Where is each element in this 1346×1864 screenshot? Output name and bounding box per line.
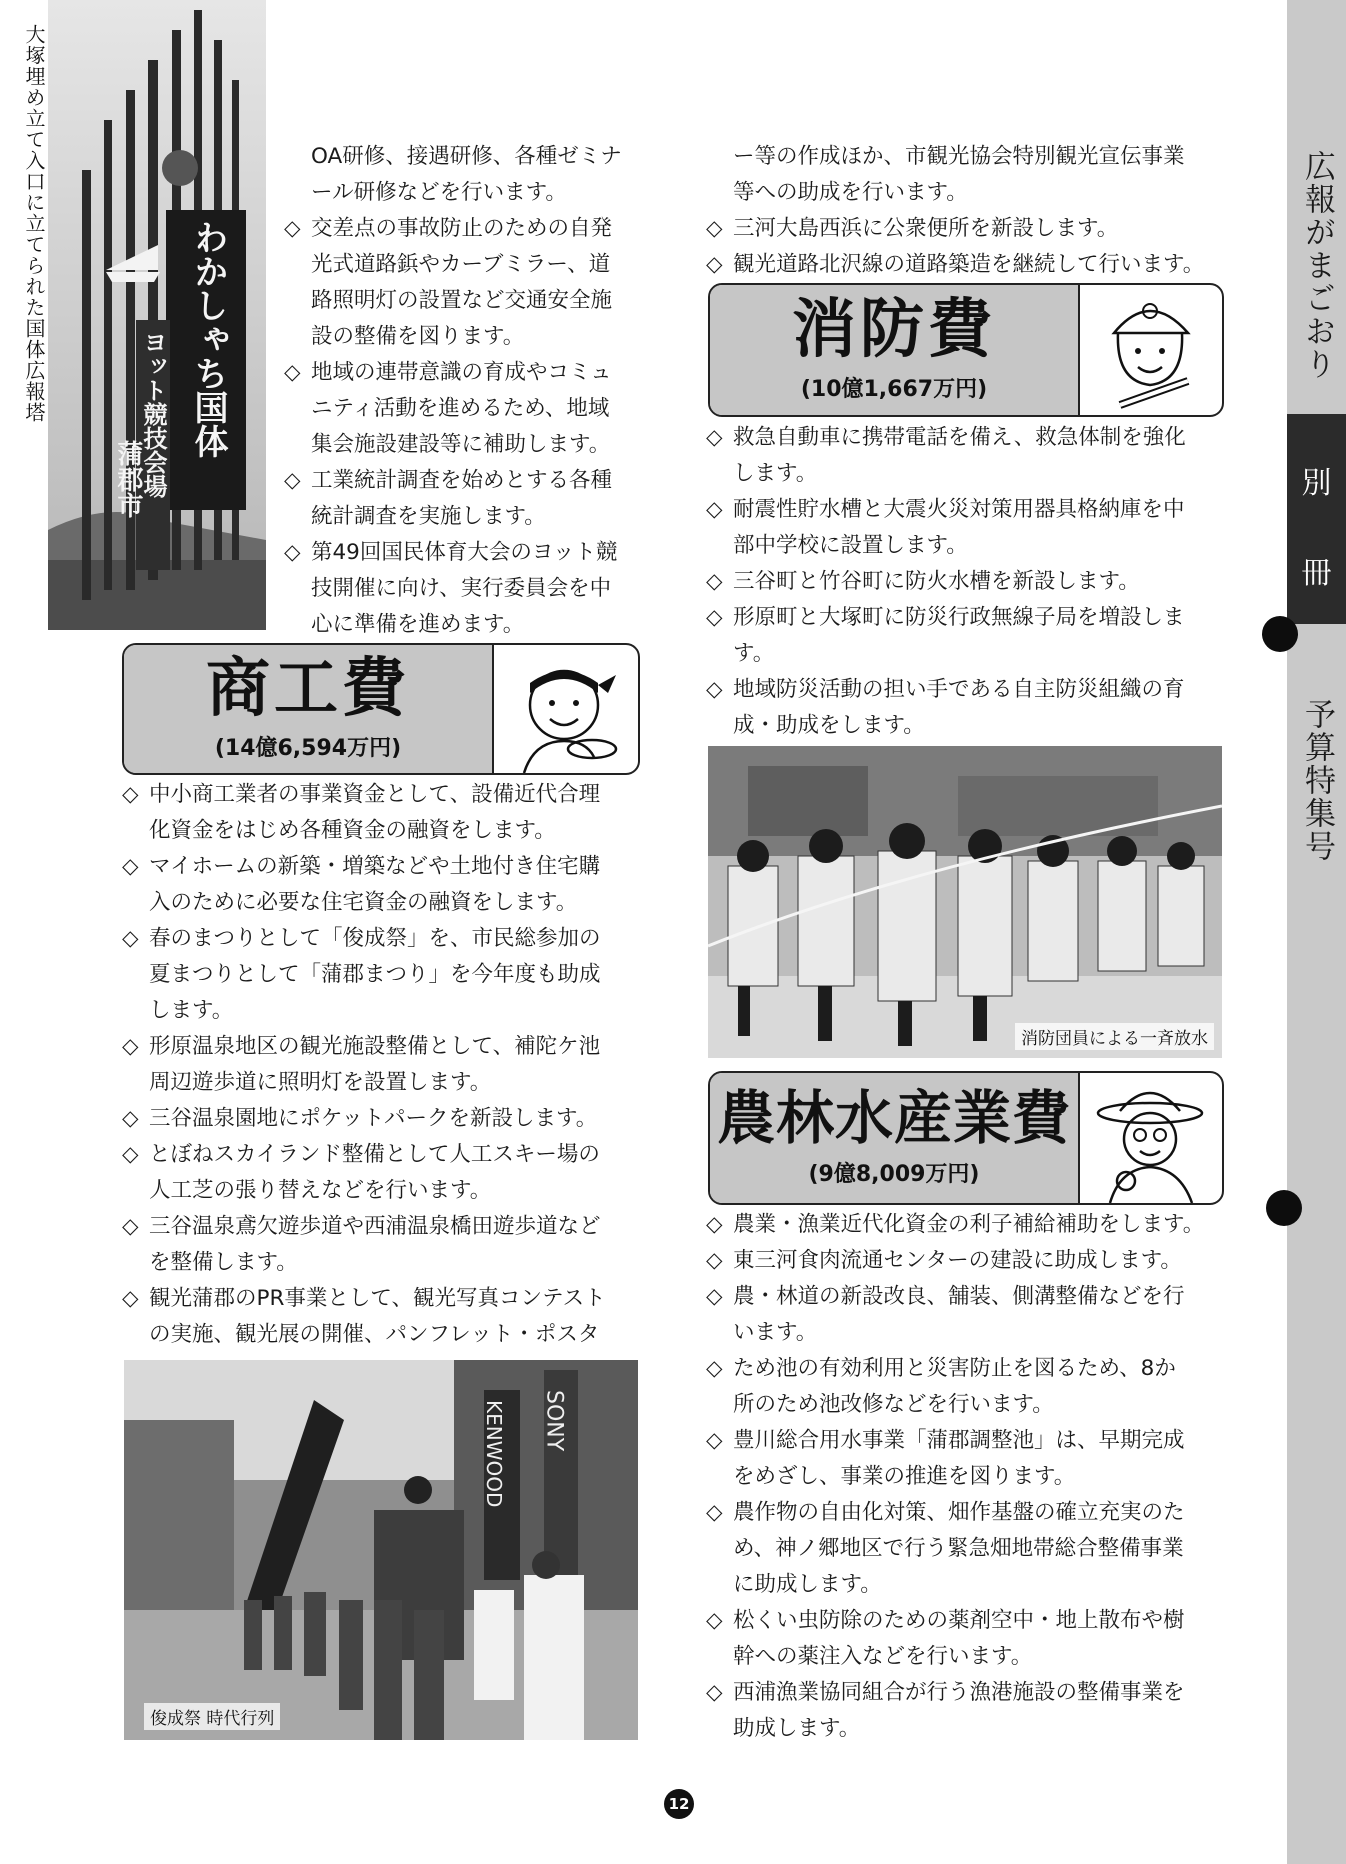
list-item-text: 形原温泉地区の観光施設整備として、補陀ケ池 [149, 1034, 601, 1059]
bullet-diamond-icon: ◇ [706, 1500, 723, 1525]
list-item-text: ー等の作成ほか、市観光協会特別観光宣伝事業 [733, 144, 1185, 169]
list-item-text: 工業統計調査を始めとする各種 [311, 468, 613, 493]
bullet-diamond-icon: ◇ [706, 1608, 723, 1633]
list-item-continuation: め、神ノ郷地区で行う緊急畑地帯総合整備事業 [733, 1536, 1184, 1561]
section-title-cell [710, 285, 1080, 415]
bullet-diamond-icon: ◇ [122, 926, 139, 951]
list-item [284, 139, 644, 175]
col1-bottom-text [122, 777, 642, 1353]
bullet-diamond-icon: ◇ [122, 1286, 139, 1311]
binding-hole-icon [1266, 1190, 1302, 1226]
side-tab-special-issue: 予算特集号 [1299, 698, 1335, 863]
col2-bottom-text [706, 1207, 1246, 1747]
list-item-continuation: す。 [733, 641, 775, 666]
photo-fire-drill [708, 746, 1222, 1058]
list-item-text: 豊川総合用水事業「蒲郡調整池」は、早期完成 [733, 1428, 1185, 1453]
section-header-shobo [708, 283, 1224, 417]
bullet-diamond-icon: ◇ [122, 854, 139, 879]
list-item [706, 1495, 1246, 1531]
list-item [122, 777, 642, 813]
bullet-diamond-icon: ◇ [122, 1142, 139, 1167]
list-item-continuation: 所のため池改修などを行います。 [733, 1392, 1054, 1417]
list-item [706, 672, 1246, 708]
bullet-diamond-icon: ◇ [706, 569, 723, 594]
bullet-diamond-icon: ◇ [284, 468, 301, 493]
list-item [706, 1351, 1246, 1387]
list-item-text: 救急自動車に携帯電話を備え、救急体制を強化 [733, 425, 1186, 450]
tower-sign-city: 蒲郡市 [113, 440, 143, 518]
bullet-diamond-icon: ◇ [706, 1680, 723, 1705]
col2-top-text [706, 139, 1246, 283]
bullet-diamond-icon: ◇ [706, 425, 723, 450]
tower-sign-main: わかしゃち国体 [188, 220, 228, 458]
list-item-text: 第49回国民体育大会のヨット競 [311, 540, 618, 565]
list-item [284, 211, 644, 247]
bullet-diamond-icon: ◇ [706, 216, 723, 241]
list-item [706, 1207, 1246, 1243]
list-item-continuation: 化資金をはじめ各種資金の融資をします。 [149, 818, 556, 843]
list-item-continuation: に助成します。 [733, 1572, 882, 1597]
list-item-continuation: 助成します。 [733, 1716, 861, 1741]
side-tab-separate-volume [1287, 414, 1346, 624]
list-item [706, 1423, 1246, 1459]
list-item-continuation: 入のために必要な住宅資金の融資をします。 [149, 890, 578, 915]
list-item-continuation: を整備します。 [149, 1250, 298, 1275]
list-item-continuation: ニティ活動を進めるため、地域 [311, 396, 610, 421]
section-header-norin [708, 1071, 1224, 1205]
list-item-text: 三谷温泉鳶欠遊歩道や西浦温泉橋田遊歩道など [149, 1214, 601, 1239]
section-title-cell [710, 1073, 1080, 1203]
list-item-text: 観光道路北沢線の道路築造を継続して行います。 [733, 252, 1205, 277]
list-item-text: とぼねスカイランド整備として人工スキー場の [149, 1142, 600, 1167]
bullet-diamond-icon: ◇ [284, 216, 301, 241]
bullet-diamond-icon: ◇ [706, 605, 723, 630]
list-item-continuation: 心に準備を進めます。 [311, 612, 525, 637]
section-amount-shoko: (14億6,594万円) [214, 735, 402, 761]
binding-hole-icon [1262, 616, 1298, 652]
col1-top-text [284, 139, 644, 643]
list-item-text: 交差点の事故防止のための自発 [311, 216, 613, 241]
list-item-continuation: 集会施設建設等に補助します。 [311, 432, 611, 457]
section-title-shoko: 商工費 [206, 651, 410, 726]
list-item [122, 1029, 642, 1065]
list-item-text: OA研修、接遇研修、各種ゼミナ [311, 144, 622, 169]
bullet-diamond-icon: ◇ [122, 1214, 139, 1239]
list-item-continuation: 等への助成を行います。 [733, 180, 968, 205]
list-item-text: 松くい虫防除のための薬剤空中・地上散布や樹 [733, 1608, 1185, 1633]
list-item [706, 492, 1246, 528]
list-item-text: 中小商工業者の事業資金として、設備近代合理 [149, 782, 601, 807]
fire-photo-caption: 消防団員による一斉放水 [1015, 1023, 1214, 1050]
list-item [122, 849, 642, 885]
list-item-text: 西浦漁業協同組合が行う漁港施設の整備事業を [733, 1680, 1185, 1705]
side-tab-satsu: 冊 [1301, 556, 1332, 591]
bullet-diamond-icon: ◇ [706, 252, 723, 277]
festival-sign-sony: SONY [541, 1390, 567, 1452]
list-item-text: 形原町と大塚町に防災行政無線子局を増設しま [733, 605, 1185, 630]
list-item [706, 1243, 1246, 1279]
section-header-shoko [122, 643, 640, 775]
list-item-continuation: 光式道路鋲やカーブミラー、道 [311, 252, 611, 277]
list-item [122, 1209, 642, 1245]
list-item [122, 1137, 642, 1173]
list-item-text: 農作物の自由化対策、畑作基盤の確立充実のた [733, 1500, 1185, 1525]
list-item-continuation: の実施、観光展の開催、パンフレット・ポスタ [149, 1322, 600, 1347]
photo-toshinari-festival [124, 1360, 638, 1740]
list-item [706, 1675, 1246, 1711]
list-item-text: 地域の連帯意識の育成やコミュ [311, 360, 612, 385]
side-tab-title: 広報がまごおり [1299, 150, 1335, 381]
merchant-illustration-icon [494, 645, 638, 773]
list-item-continuation: をめざし、事業の推進を図ります。 [733, 1464, 1076, 1489]
bullet-diamond-icon: ◇ [706, 677, 723, 702]
list-item-continuation: ール研修などを行います。 [311, 180, 567, 205]
list-item-text: 三谷町と竹谷町に防火水槽を新設します。 [733, 569, 1140, 594]
list-item [122, 921, 642, 957]
list-item-continuation: します。 [733, 461, 818, 486]
section-amount-shobo: (10億1,667万円) [800, 376, 988, 402]
section-title-norin: 農林水産業費 [716, 1083, 1071, 1152]
photo-kokutai-tower [48, 0, 266, 630]
festival-photo-caption: 俊成祭 時代行列 [144, 1703, 280, 1730]
tower-sign-sub: ヨット競技会場 [139, 330, 167, 498]
list-item-continuation: 周辺遊歩道に照明灯を設置します。 [149, 1070, 492, 1095]
list-item [706, 564, 1246, 600]
bullet-diamond-icon: ◇ [706, 1248, 723, 1273]
list-item-continuation: 幹への薬注入などを行います。 [733, 1644, 1033, 1669]
bullet-diamond-icon: ◇ [122, 782, 139, 807]
list-item [706, 139, 1246, 175]
list-item-continuation: 成・助成をします。 [733, 713, 925, 738]
side-tab [1287, 0, 1346, 1864]
list-item [706, 1603, 1246, 1639]
list-item-text: ため池の有効利用と災害防止を図るため、8か [733, 1356, 1176, 1381]
list-item-text: 地域防災活動の担い手である自主防災組織の育 [733, 677, 1185, 702]
list-item-text: マイホームの新築・増築などや土地付き住宅購 [149, 854, 601, 879]
list-item-continuation: 設の整備を図ります。 [311, 324, 525, 349]
bullet-diamond-icon: ◇ [706, 497, 723, 522]
page-number: 12 [664, 1789, 694, 1819]
side-tab-betsu: 別 [1301, 466, 1332, 501]
bullet-diamond-icon: ◇ [122, 1106, 139, 1131]
list-item [706, 420, 1246, 456]
bullet-diamond-icon: ◇ [284, 360, 301, 385]
list-item-text: 耐震性貯水槽と大震火災対策用器具格納庫を中 [733, 497, 1185, 522]
bullet-diamond-icon: ◇ [706, 1212, 723, 1237]
list-item [284, 535, 644, 571]
col2-mid-text [706, 420, 1246, 744]
section-title-shobo: 消防費 [792, 292, 996, 367]
firefighter-illustration-icon [1080, 285, 1222, 415]
list-item-text: 三河大島西浜に公衆便所を新設します。 [733, 216, 1119, 241]
list-item [706, 1279, 1246, 1315]
list-item-continuation: 人工芝の張り替えなどを行います。 [149, 1178, 492, 1203]
list-item [284, 355, 644, 391]
list-item-text: 三谷温泉園地にポケットパークを新設します。 [149, 1106, 598, 1131]
list-item-text: 農業・漁業近代化資金の利子補給補助をします。 [733, 1212, 1205, 1237]
list-item [706, 211, 1246, 247]
bullet-diamond-icon: ◇ [284, 540, 301, 565]
list-item [706, 247, 1246, 283]
list-item-text: 春のまつりとして「俊成祭」を、市民総参加の [149, 926, 601, 951]
list-item-text: 東三河食肉流通センターの建設に助成します。 [733, 1248, 1182, 1273]
list-item-continuation: 部中学校に設置します。 [733, 533, 968, 558]
list-item-continuation: 統計調査を実施します。 [311, 504, 546, 529]
list-item-text: 観光蒲郡のPR事業として、観光写真コンテスト [149, 1286, 606, 1311]
bullet-diamond-icon: ◇ [122, 1034, 139, 1059]
section-title-cell [124, 645, 494, 773]
list-item [706, 600, 1246, 636]
bullet-diamond-icon: ◇ [706, 1428, 723, 1453]
list-item [284, 463, 644, 499]
list-item [122, 1281, 642, 1317]
section-amount-norin: (9億8,009万円) [808, 1161, 980, 1187]
list-item-continuation: います。 [733, 1320, 818, 1345]
farmer-illustration-icon [1080, 1073, 1222, 1203]
bullet-diamond-icon: ◇ [706, 1284, 723, 1309]
list-item-continuation: 技開催に向け、実行委員会を中 [311, 576, 612, 601]
bullet-diamond-icon: ◇ [706, 1356, 723, 1381]
festival-sign-kenwood: KENWOOD [482, 1400, 506, 1508]
list-item [122, 1101, 642, 1137]
tower-photo-caption: 大塚埋め立て入口に立てられた国体広報塔 [22, 24, 46, 423]
list-item-text: 農・林道の新設改良、舗装、側溝整備などを行 [733, 1284, 1185, 1309]
list-item-continuation: します。 [149, 998, 234, 1023]
list-item-continuation: 路照明灯の設置など交通安全施 [311, 288, 613, 313]
list-item-continuation: 夏まつりとして「蒲郡まつり」を今年度も助成 [149, 962, 601, 987]
